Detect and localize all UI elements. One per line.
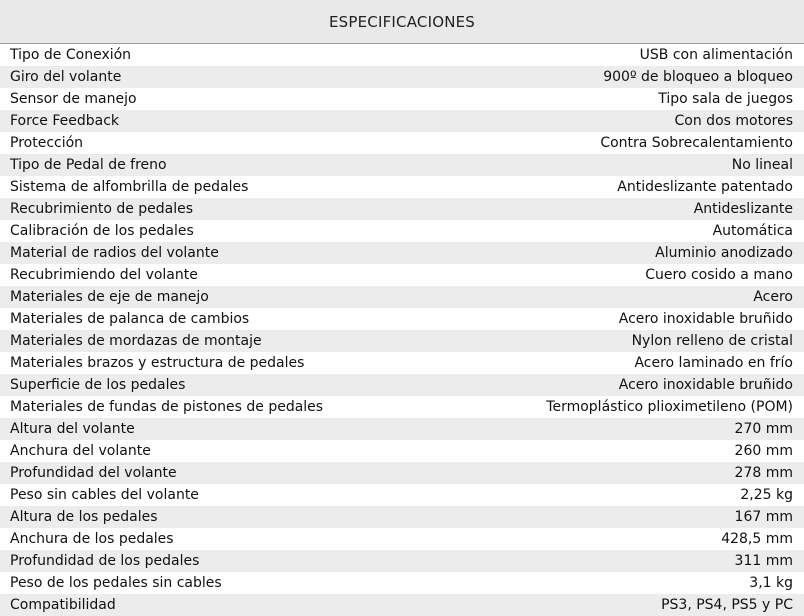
- spec-label: Profundidad del volante: [0, 462, 402, 484]
- spec-value: 278 mm: [402, 462, 804, 484]
- table-row: [0, 572, 804, 594]
- spec-value: Tipo sala de juegos: [402, 88, 804, 110]
- table-row: [0, 286, 804, 308]
- spec-label: Materiales de fundas de pistones de pedales: [0, 396, 402, 418]
- spec-value: USB con alimentación: [402, 44, 804, 67]
- table-row: [0, 88, 804, 110]
- spec-value: Antideslizante: [402, 198, 804, 220]
- table-row: [0, 396, 804, 418]
- table-row: [0, 154, 804, 176]
- spec-value: Acero laminado en frío: [402, 352, 804, 374]
- spec-label: Materiales brazos y estructura de pedales: [0, 352, 402, 374]
- table-row: [0, 352, 804, 374]
- spec-value: PS3, PS4, PS5 y PC: [402, 594, 804, 616]
- spec-label: Profundidad de los pedales: [0, 550, 402, 572]
- header-row: [0, 0, 804, 44]
- table-row: [0, 418, 804, 440]
- spec-label: Calibración de los pedales: [0, 220, 402, 242]
- spec-value: 900º de bloqueo a bloqueo: [402, 66, 804, 88]
- table-row: [0, 330, 804, 352]
- spec-label: Compatibilidad: [0, 594, 402, 616]
- spec-value: 270 mm: [402, 418, 804, 440]
- spec-value: Aluminio anodizado: [402, 242, 804, 264]
- table-title: ESPECIFICACIONES: [0, 0, 804, 44]
- table-row: [0, 242, 804, 264]
- table-row: [0, 506, 804, 528]
- spec-value: 167 mm: [402, 506, 804, 528]
- table-row: [0, 132, 804, 154]
- spec-label: Anchura del volante: [0, 440, 402, 462]
- spec-label: Materiales de mordazas de montaje: [0, 330, 402, 352]
- spec-value: 2,25 kg: [402, 484, 804, 506]
- spec-value: Antideslizante patentado: [402, 176, 804, 198]
- table-row: [0, 462, 804, 484]
- spec-value: Nylon relleno de cristal: [402, 330, 804, 352]
- spec-value: 428,5 mm: [402, 528, 804, 550]
- table-row: [0, 198, 804, 220]
- spec-label: Recubrimiento de pedales: [0, 198, 402, 220]
- spec-value: Automática: [402, 220, 804, 242]
- table-row: [0, 550, 804, 572]
- spec-value: 311 mm: [402, 550, 804, 572]
- spec-value: Acero inoxidable bruñido: [402, 374, 804, 396]
- spec-label: Tipo de Conexión: [0, 44, 402, 67]
- table-row: [0, 374, 804, 396]
- spec-label: Force Feedback: [0, 110, 402, 132]
- spec-label: Tipo de Pedal de freno: [0, 154, 402, 176]
- spec-label: Anchura de los pedales: [0, 528, 402, 550]
- table-row: [0, 440, 804, 462]
- table-row: [0, 528, 804, 550]
- table-row: [0, 484, 804, 506]
- spec-label: Superficie de los pedales: [0, 374, 402, 396]
- spec-label: Protección: [0, 132, 402, 154]
- spec-value: Con dos motores: [402, 110, 804, 132]
- spec-value: Cuero cosido a mano: [402, 264, 804, 286]
- table-row: [0, 308, 804, 330]
- spec-value: Contra Sobrecalentamiento: [402, 132, 804, 154]
- spec-label: Materiales de palanca de cambios: [0, 308, 402, 330]
- spec-value: Termoplástico plioximetileno (POM): [402, 396, 804, 418]
- spec-label: Giro del volante: [0, 66, 402, 88]
- table-row: [0, 44, 804, 67]
- spec-label: Sensor de manejo: [0, 88, 402, 110]
- spec-label: Materiales de eje de manejo: [0, 286, 402, 308]
- spec-label: Material de radios del volante: [0, 242, 402, 264]
- spec-value: Acero: [402, 286, 804, 308]
- spec-label: Peso sin cables del volante: [0, 484, 402, 506]
- spec-label: Peso de los pedales sin cables: [0, 572, 402, 594]
- spec-label: Recubrimiendo del volante: [0, 264, 402, 286]
- spec-value: Acero inoxidable bruñido: [402, 308, 804, 330]
- spec-value: 260 mm: [402, 440, 804, 462]
- table-row: [0, 110, 804, 132]
- table-row: [0, 176, 804, 198]
- spec-value: No lineal: [402, 154, 804, 176]
- table-row: [0, 264, 804, 286]
- table-row: [0, 66, 804, 88]
- table-row: [0, 594, 804, 616]
- spec-label: Altura de los pedales: [0, 506, 402, 528]
- spec-value: 3,1 kg: [402, 572, 804, 594]
- spec-rows: [0, 44, 804, 616]
- spec-label: Sistema de alfombrilla de pedales: [0, 176, 402, 198]
- table-row: [0, 220, 804, 242]
- spec-label: Altura del volante: [0, 418, 402, 440]
